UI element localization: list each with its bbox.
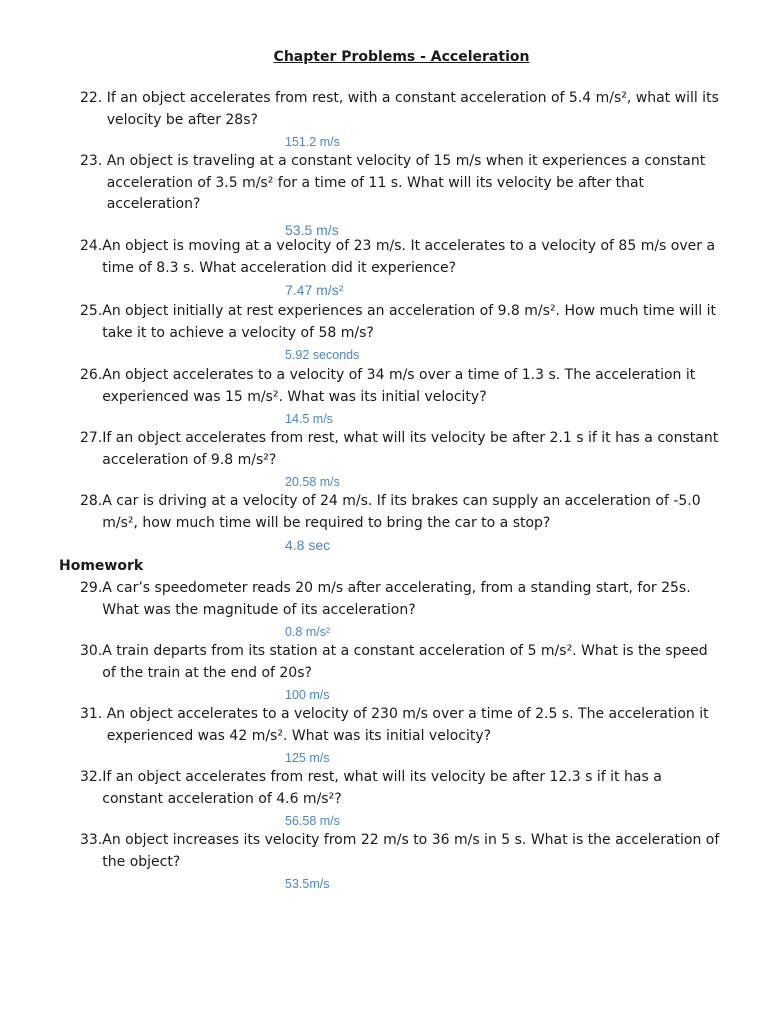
problem-answer: 20.58 m/s	[285, 475, 340, 489]
problem-23	[80, 151, 720, 240]
problem-32	[80, 767, 720, 831]
problem-22	[80, 88, 720, 152]
problem-number: 31.	[80, 706, 107, 722]
problem-answer: 5.92 seconds	[285, 348, 360, 362]
problem-text: An object accelerates to a velocity of 230 m/s over a time of 2.5 s. The acceleration it experienced was 42 m/s². What was its initial velocity?	[106, 706, 709, 744]
problem-answer: 125 m/s	[285, 751, 330, 765]
problem-number: 33.	[80, 832, 103, 848]
problem-number: 26.	[80, 367, 103, 383]
problem-text: An object initially at rest experiences an acceleration of 9.8 m/s². How much time will it take it to achieve a velocity of 58 m/s?	[102, 303, 717, 341]
problem-30	[80, 641, 720, 705]
problem-number: 22.	[80, 90, 107, 106]
document-title: Chapter Problems - Acceleration	[273, 49, 530, 65]
problem-31	[80, 704, 720, 768]
problem-number: 25.	[80, 303, 103, 319]
problem-text: An object is moving at a velocity of 23 m/s. It accelerates to a velocity of 85 m/s over a time of 8.3 s. What acceleration did it experience?	[102, 238, 716, 276]
problem-text: An object accelerates to a velocity of 34 m/s over a time of 1.3 s. The acceleration it experienced was 15 m/s². What was its initial velocity?	[102, 367, 696, 405]
problem-number: 27.	[80, 430, 103, 446]
problem-number: 24.	[80, 238, 103, 254]
problem-answer: 56.58 m/s	[285, 814, 340, 828]
problem-27	[80, 428, 720, 492]
problem-answer: 0.8 m/s²	[285, 625, 331, 639]
problem-28	[80, 491, 720, 555]
problem-answer: 100 m/s	[285, 688, 330, 702]
problem-answer: 151.2 m/s	[285, 135, 340, 149]
problem-answer: 4.8 sec	[285, 537, 331, 553]
problem-text: A car is driving at a velocity of 24 m/s. If its brakes can supply an acceleration of -5.0 m/s², how much time will be required to bring the car to a stop?	[102, 493, 701, 531]
problem-answer: 53.5m/s	[285, 877, 330, 891]
problem-text: A car’s speedometer reads 20 m/s after accelerating, from a standing start, for 25s. What was the magnitude of its acceleration?	[102, 580, 691, 618]
problem-text: An object increases its velocity from 22 m/s to 36 m/s in 5 s. What is the acceleration of the object?	[102, 832, 720, 870]
problem-number: 28.	[80, 493, 103, 509]
problem-number: 23.	[80, 153, 107, 169]
homework-heading: Homework	[59, 558, 144, 574]
problem-answer: 14.5 m/s	[285, 412, 333, 426]
problem-number: 29.	[80, 580, 103, 596]
problem-answer: 7.47 m/s²	[285, 282, 344, 298]
problem-text: If an object accelerates from rest, what will its velocity be after 2.1 s if it has a constant acceleration of 9.8 m/s²?	[102, 430, 719, 468]
problem-26	[80, 365, 720, 429]
problem-24	[80, 236, 720, 300]
problem-29	[80, 578, 720, 642]
problem-text: An object is traveling at a constant velocity of 15 m/s when it experiences a constant acceleration of 3.5 m/s² for a time of 11 s. What will its velocity be after that acceleration?	[106, 153, 706, 212]
problem-number: 32.	[80, 769, 103, 785]
problem-33	[80, 830, 720, 894]
problem-25	[80, 301, 720, 365]
problem-text: If an object accelerates from rest, with a constant acceleration of 5.4 m/s², what will its velocity be after 28s?	[106, 90, 719, 128]
problem-answer: 53.5 m/s	[285, 221, 339, 238]
problem-number: 30.	[80, 643, 103, 659]
problem-text: A train departs from its station at a constant acceleration of 5 m/s². What is the speed of the train at the end of 20s?	[102, 643, 708, 681]
problem-text: If an object accelerates from rest, what will its velocity be after 12.3 s if it has a constant acceleration of 4.6 m/s²?	[102, 769, 662, 807]
